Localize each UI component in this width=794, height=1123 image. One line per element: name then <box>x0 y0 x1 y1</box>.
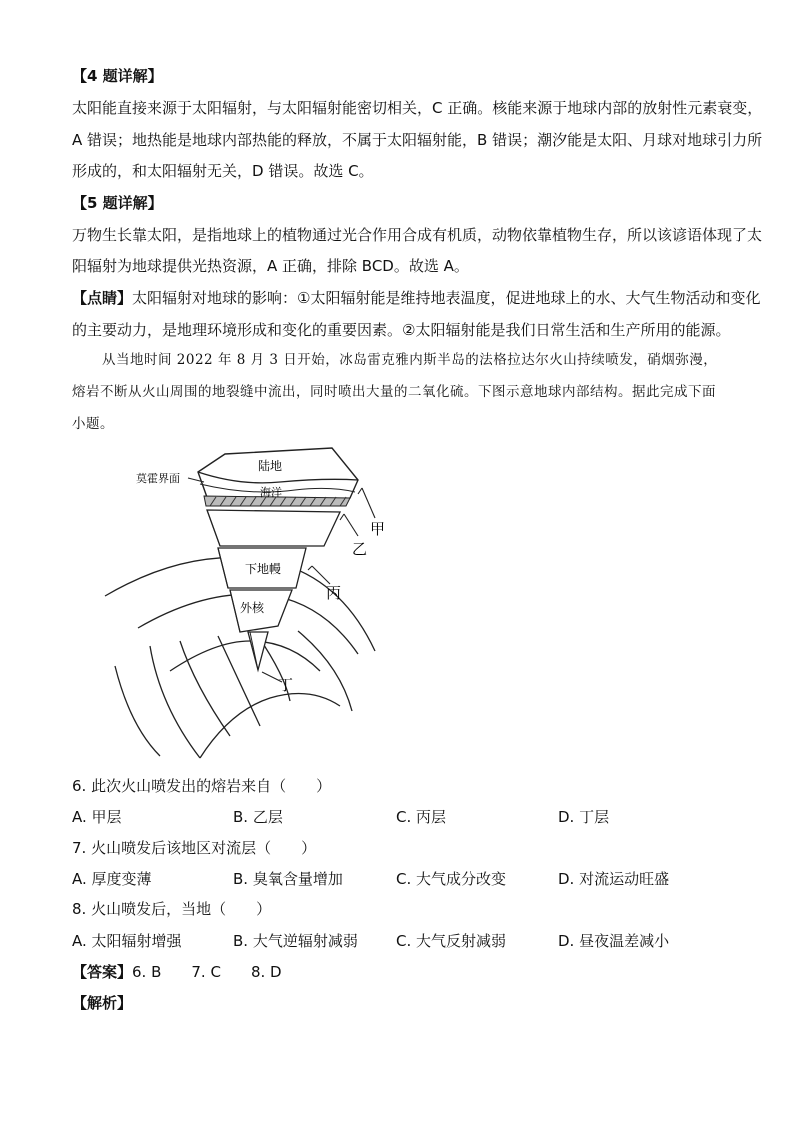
label-bing: 丙 <box>326 584 342 602</box>
label-moho: 莫霍界面 <box>136 472 180 485</box>
intro-paragraph: 从当地时间 2022 年 8 月 3 日开始，冰岛雷克雅内斯半岛的法格拉达尔火山持续喷发，硝烟弥漫，熔岩不断从火山周围的地裂缝中流出，同时喷出大量的二氧化硫。下图示意地球内部结构。据此完成下面小题。 <box>72 352 718 432</box>
q6-option-b[interactable]: B. 乙层 <box>233 808 283 826</box>
label-jia: 甲 <box>370 520 386 538</box>
question-8-stem: 8. 火山喷发后，当地（ ） <box>72 900 272 918</box>
q5-line-2: 阳辐射为地球提供光热资源，A 正确，排除 BCD。故选 A。 <box>72 257 469 275</box>
question-6-options <box>72 807 732 827</box>
label-ocean: 海洋 <box>260 486 282 499</box>
answer-text: 6. B 7. C 8. D <box>132 963 282 981</box>
q4-line-1: 太阳能直接来源于太阳辐射，与太阳辐射能密切相关，C 正确。核能来源于地球内部的放射性元素衰变， <box>72 99 763 117</box>
note-text-1: 太阳辐射对地球的影响：①太阳辐射能是维持地表温度，促进地球上的水、大气生物活动和变化 <box>132 289 761 307</box>
q6-option-d[interactable]: D. 丁层 <box>558 808 610 826</box>
q5-header: 【5 题详解】 <box>72 194 163 212</box>
q8-option-d[interactable]: D. 昼夜温差减小 <box>558 932 670 950</box>
note-label: 【点睛】 <box>72 289 133 307</box>
q7-option-c[interactable]: C. 大气成分改变 <box>396 870 507 888</box>
q7-option-b[interactable]: B. 臭氧含量增加 <box>233 870 343 888</box>
q5-line-1: 万物生长靠太阳，是指地球上的植物通过光合作用合成有机质，动物依靠植物生存，所以该谚语体现了太 <box>72 226 763 244</box>
q6-option-a[interactable]: A. 甲层 <box>72 808 122 826</box>
question-8-options <box>72 931 732 951</box>
label-yi: 乙 <box>352 540 368 558</box>
note-line-2: 的主要动力，是地理环境形成和变化的重要因素。②太阳辐射能是我们日常生活和生产所用的能源。 <box>72 321 731 339</box>
q4-header: 【4 题详解】 <box>72 67 163 85</box>
answer-line <box>72 962 282 982</box>
label-outer-core: 外核 <box>240 601 265 615</box>
q4-line-2: A 错误；地热能是地球内部热能的释放，不属于太阳辐射能，B 错误；潮汐能是太阳、月球对地球引力所 <box>72 131 763 149</box>
q7-option-d[interactable]: D. 对流运动旺盛 <box>558 870 670 888</box>
q8-option-c[interactable]: C. 大气反射减弱 <box>396 932 507 950</box>
q7-option-a[interactable]: A. 厚度变薄 <box>72 870 152 888</box>
q8-option-a[interactable]: A. 太阳辐射增强 <box>72 932 182 950</box>
question-6-stem: 6. 此次火山喷发出的熔岩来自（ ） <box>72 777 332 795</box>
answer-label: 【答案】 <box>72 963 133 981</box>
q6-option-c[interactable]: C. 丙层 <box>396 808 447 826</box>
analysis-label: 【解析】 <box>72 994 133 1012</box>
earth-structure-figure <box>100 436 400 766</box>
question-7-options <box>72 869 732 889</box>
label-land: 陆地 <box>258 459 283 473</box>
label-ding: 丁 <box>278 676 294 694</box>
label-lower-mantle: 下地幔 <box>245 562 282 576</box>
q8-option-b[interactable]: B. 大气逆辐射减弱 <box>233 932 358 950</box>
q4-line-3: 形成的，和太阳辐射无关，D 错误。故选 C。 <box>72 162 374 180</box>
note-line-1 <box>72 288 760 308</box>
question-7-stem: 7. 火山喷发后该地区对流层（ ） <box>72 839 317 857</box>
earth-structure-diagram <box>100 436 400 766</box>
